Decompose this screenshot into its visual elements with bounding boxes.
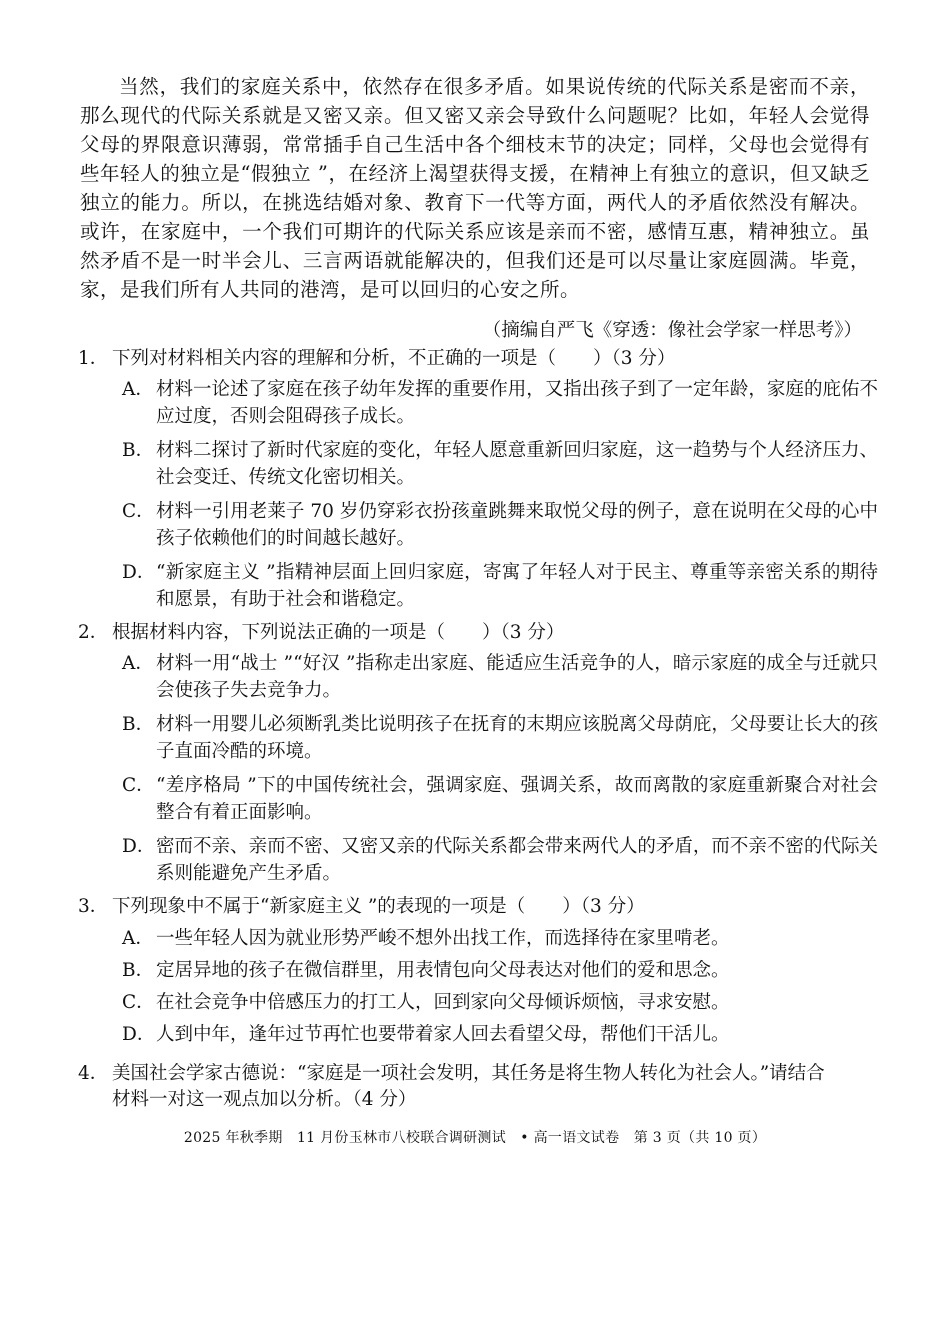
option-text: 一些年轻人因为就业形势严峻不想外出找工作，而选择待在家里啃老。 <box>156 928 730 949</box>
option-letter: D． <box>122 836 156 857</box>
option-letter: B． <box>122 714 155 735</box>
question-number: 2． <box>78 622 109 643</box>
option-letter: C． <box>122 992 155 1013</box>
option-c <box>78 772 878 826</box>
option-c <box>78 498 878 552</box>
option-list <box>78 376 878 613</box>
question-list <box>78 346 878 1113</box>
option-letter: C． <box>122 775 155 796</box>
option-a <box>78 924 878 953</box>
question-number: 4． <box>78 1063 109 1084</box>
option-text: “差序格局 ”下的中国传统社会，强调家庭、强调关系，故而离散的家庭重新聚合对社会整合有着正面影响。 <box>156 775 878 823</box>
option-b <box>78 437 878 491</box>
option-text: 人到中年，逢年过节再忙也要带着家人回去看望父母，帮他们干活儿。 <box>156 1024 730 1045</box>
question-stem <box>78 894 878 920</box>
passage-citation: （摘编自严飞《穿透：像社会学家一样思考》） <box>482 320 862 341</box>
option-text: 在社会竞争中倍感压力的打工人，回到家向父母倾诉烦恼，寻求安慰。 <box>156 992 730 1013</box>
page-footer: 2025 年秋季期 11 月份玉林市八校联合调研测试 • 高一语文试卷 第 3 页（共 10 页） <box>183 1130 767 1146</box>
option-letter: B． <box>122 440 155 461</box>
question-number: 3． <box>78 896 109 917</box>
option-d <box>78 1020 878 1049</box>
question-3 <box>78 894 878 1049</box>
option-list <box>78 650 878 887</box>
question-text: 下列对材料相关内容的理解和分析，不正确的一项是（ ）（3 分） <box>112 348 676 369</box>
option-d <box>78 833 878 887</box>
question-stem <box>78 620 878 646</box>
option-letter: D． <box>122 1024 156 1045</box>
question-stem <box>78 1061 838 1113</box>
question-2 <box>78 620 878 887</box>
question-4 <box>78 1061 878 1113</box>
option-a <box>78 650 878 704</box>
option-text: 材料一用婴儿必须断乳类比说明孩子在抚育的末期应该脱离父母荫庇，父母要让长大的孩子直面冷酷的环境。 <box>156 714 878 762</box>
option-text: “新家庭主义 ”指精神层面上回归家庭，寄寓了年轻人对于民主、尊重等亲密关系的期待和愿景，有助于社会和谐稳定。 <box>156 562 878 610</box>
option-text: 材料一用“战士 ”“好汉 ”指称走出家庭、能适应生活竞争的人，暗示家庭的成全与迁就只会使孩子失去竞争力。 <box>156 653 878 701</box>
option-text: 材料一论述了家庭在孩子幼年发挥的重要作用，又指出孩子到了一定年龄，家庭的庇佑不应过度，否则会阻碍孩子成长。 <box>156 379 878 427</box>
option-c <box>78 988 878 1017</box>
option-d <box>78 559 878 613</box>
option-text: 材料一引用老莱子 70 岁仍穿彩衣扮孩童跳舞来取悦父母的例子，意在说明在父母的心中孩子依赖他们的时间越长越好。 <box>156 501 878 549</box>
option-text: 材料二探讨了新时代家庭的变化，年轻人愿意重新回归家庭，这一趋势与个人经济压力、社会变迁、传统文化密切相关。 <box>156 440 878 488</box>
option-a <box>78 376 878 430</box>
option-letter: D． <box>122 562 156 583</box>
option-b <box>78 711 878 765</box>
option-list <box>78 924 878 1049</box>
option-letter: B． <box>122 960 155 981</box>
reading-passage: 当然，我们的家庭关系中，依然存在很多矛盾。如果说传统的代际关系是密而不亲，那么现代的代际关系就是又密又亲。但又密又亲会导致什么问题呢？比如，年轻人会觉得父母的界限意识薄弱，常常插手自己生活中各个细枝末节的决定；同样，父母也会觉得有些年轻人的独立是“假独立 ”，在经济上渴望获得支援，在精神上有独立的意识，但又缺乏独立的能力。所以，在挑选结婚对象、教育下一代等方面，两代人的矛盾依然没有解决。或许，在家庭中，一个我们可期许的代际关系应该是亲而不密，感情互惠，精神独立。虽然矛盾不是一时半会儿、三言两语就能解决的，但我们还是可以尽量让家庭圆满。毕竟，家，是我们所有人共同的港湾，是可以回归的心安之所。 <box>80 75 870 301</box>
question-text: 下列现象中不属于“新家庭主义 ”的表现的一项是（ ）（3 分） <box>112 896 645 917</box>
option-text: 定居异地的孩子在微信群里，用表情包向父母表达对他们的爱和思念。 <box>156 960 730 981</box>
question-text: 根据材料内容，下列说法正确的一项是（ ）（3 分） <box>112 622 565 643</box>
question-text: 美国社会学家古德说：“家庭是一项社会发明，其任务是将生物人转化为社会人。”请结合材料一对这一观点加以分析。（4 分） <box>112 1063 825 1110</box>
option-letter: C． <box>122 501 155 522</box>
question-stem <box>78 346 878 372</box>
option-text: 密而不亲、亲而不密、又密又亲的代际关系都会带来两代人的矛盾，而不亲不密的代际关系则能避免产生矛盾。 <box>156 836 878 884</box>
option-b <box>78 956 878 985</box>
option-letter: A． <box>122 653 154 674</box>
question-number: 1． <box>78 348 109 369</box>
option-letter: A． <box>122 928 154 949</box>
question-1 <box>78 346 878 613</box>
option-letter: A． <box>122 379 154 400</box>
